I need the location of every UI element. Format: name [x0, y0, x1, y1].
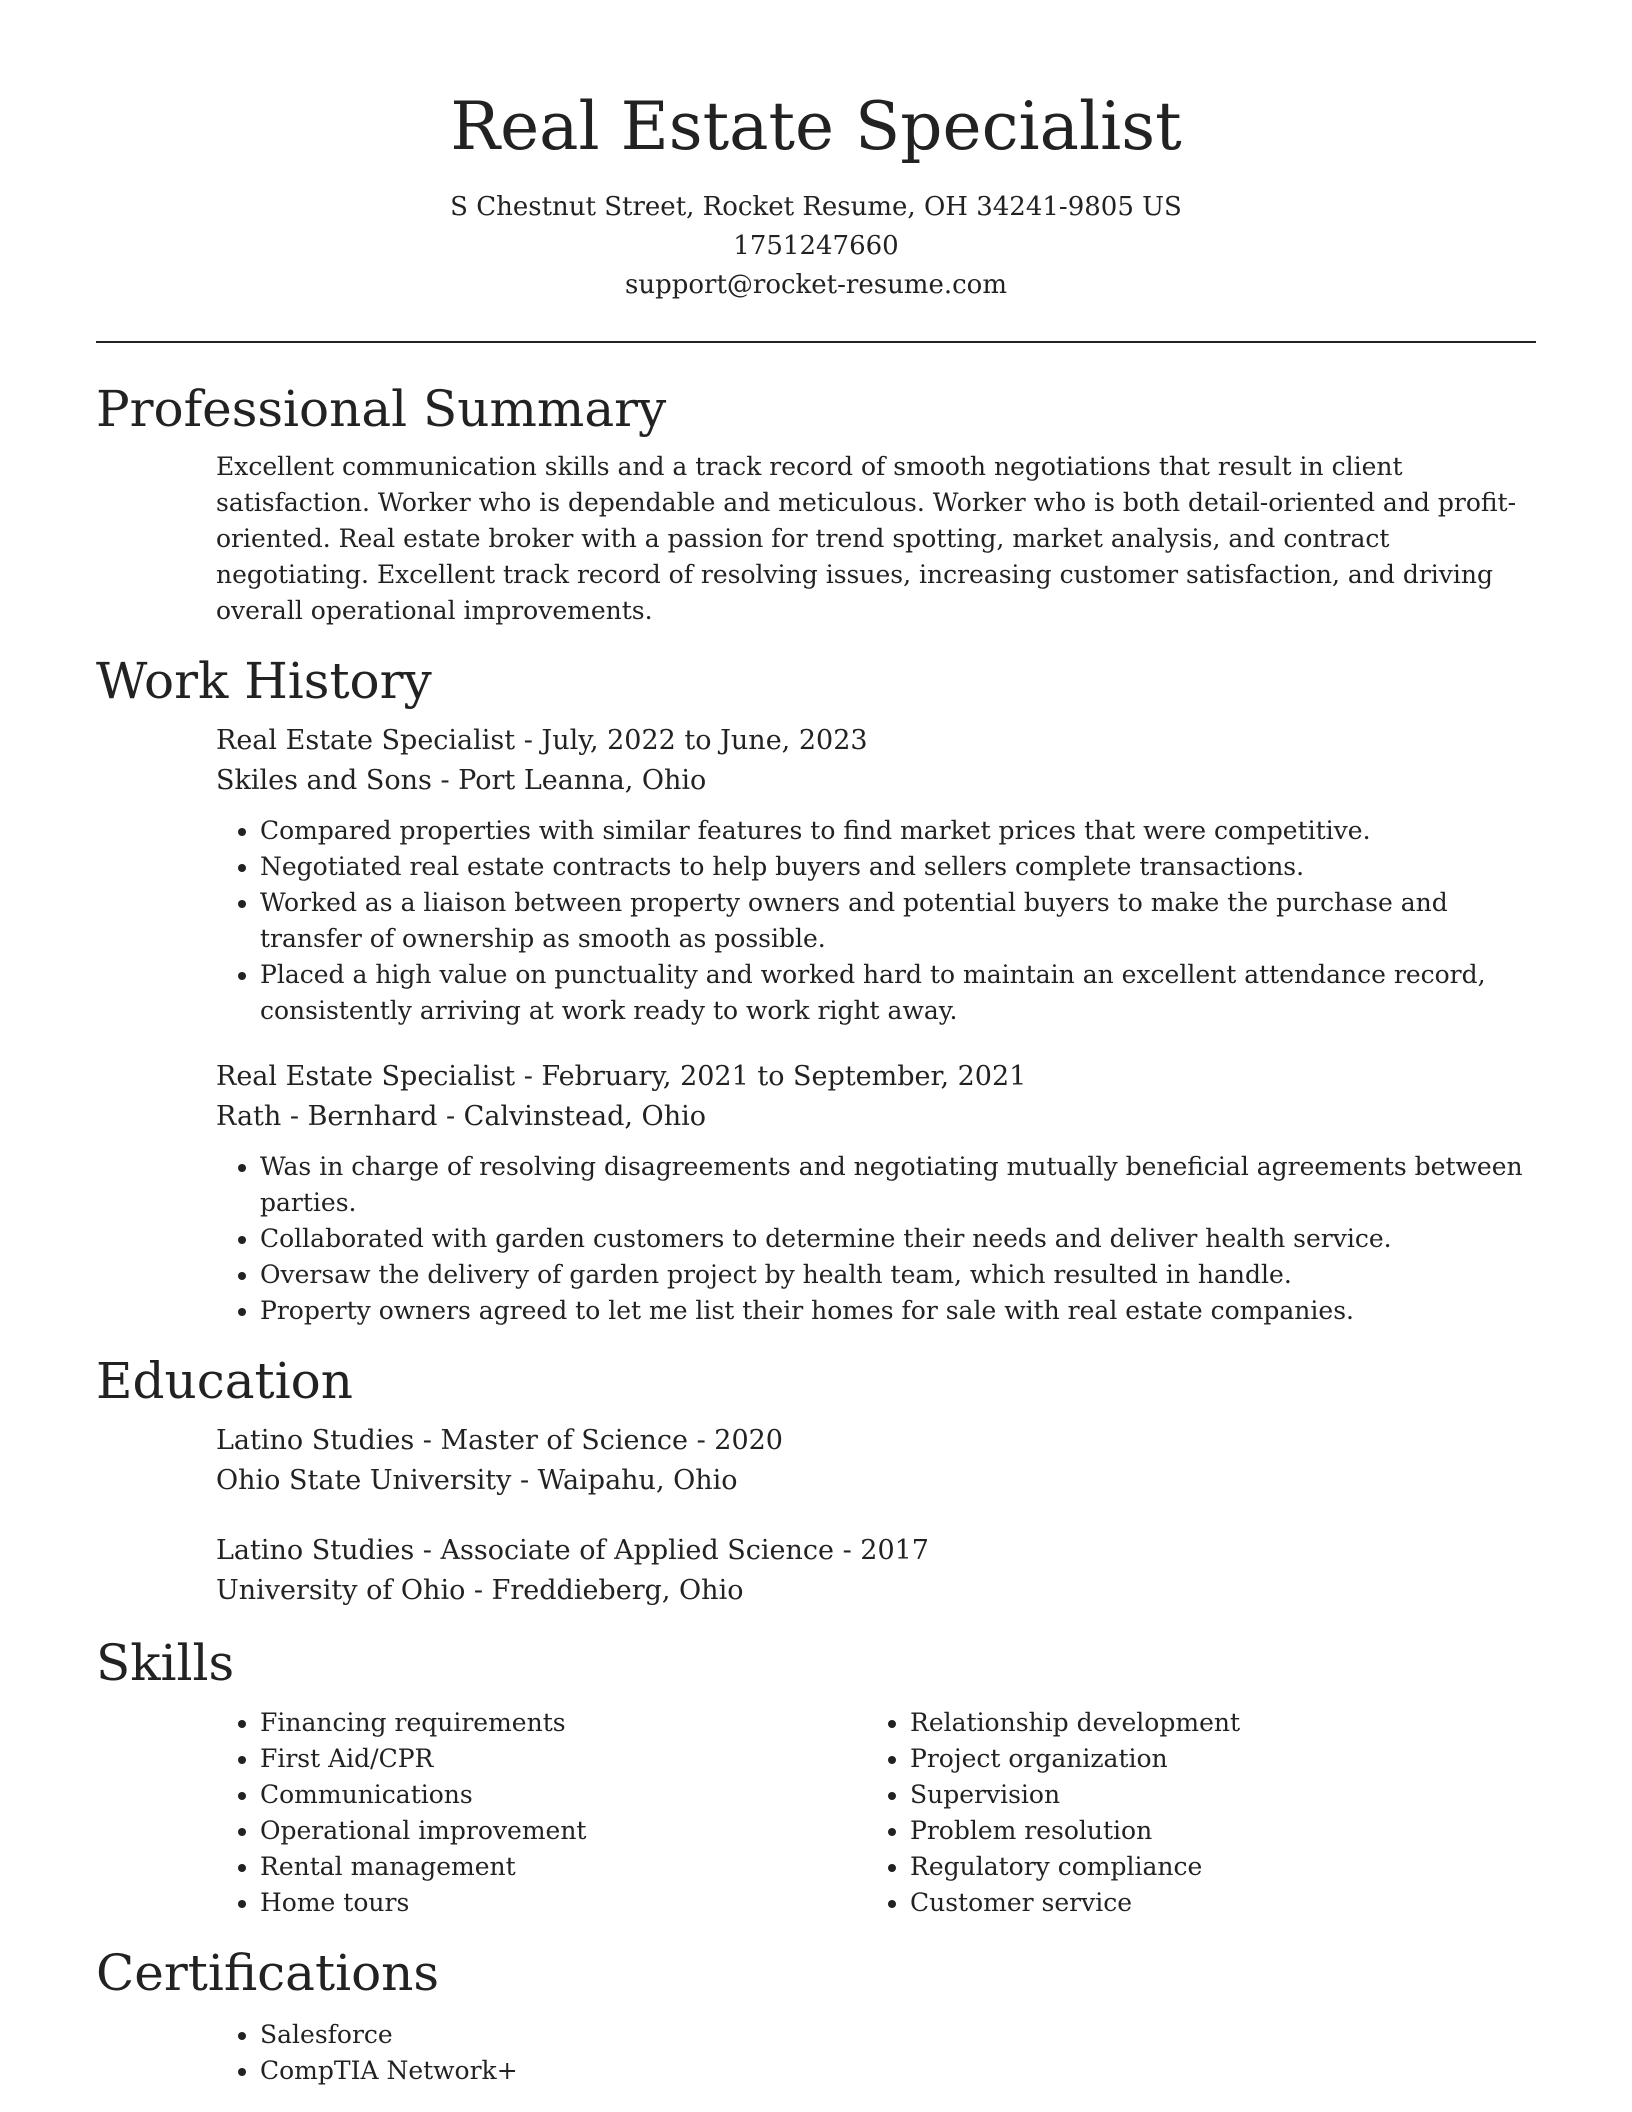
resume-header	[96, 0, 1536, 305]
section-title-certifications: Certifications	[96, 1944, 440, 2002]
skills-list-left	[216, 1705, 866, 1921]
skill-item: • Project organization	[910, 1741, 1516, 1777]
skill-item: • First Aid/CPR	[260, 1741, 866, 1777]
job-bullet: • Collaborated with garden customers to determine their needs and deliver health service.	[260, 1221, 1540, 1257]
degree-line: Latino Studies - Master of Science - 2020	[216, 1425, 783, 1456]
professional-summary-section	[96, 377, 1536, 629]
skill-item: • Communications	[260, 1777, 866, 1813]
school-line: University of Ohio - Freddieberg, Ohio	[216, 1575, 744, 1606]
job-bullet: • Was in charge of resolving disagreements and negotiating mutually beneficial agreements between parties.	[260, 1149, 1540, 1221]
skill-item: • Relationship development	[910, 1705, 1516, 1741]
job-entry	[216, 1057, 1536, 1329]
certifications-list	[216, 2017, 1540, 2089]
skills-columns	[216, 1705, 1536, 1921]
job-bullets	[216, 1149, 1540, 1329]
job-bullet: • Oversaw the delivery of garden project by health team, which resulted in handle.	[260, 1257, 1540, 1293]
skill-item: • Customer service	[910, 1885, 1516, 1921]
certifications-section	[96, 1941, 1536, 2089]
job-bullet: • Compared properties with similar features to find market prices that were competitive.	[260, 813, 1540, 849]
section-title-education: Education	[96, 1352, 353, 1410]
skill-item: • Supervision	[910, 1777, 1516, 1813]
skill-item: • Operational improvement	[260, 1813, 866, 1849]
skill-item: • Regulatory compliance	[910, 1849, 1516, 1885]
email: support@rocket-resume.com	[624, 270, 1007, 300]
job-company: Rath - Bernhard - Calvinstead, Ohio	[216, 1101, 706, 1132]
section-title-work: Work History	[96, 652, 432, 710]
candidate-name: Real Estate Specialist	[450, 88, 1182, 165]
job-bullet: • Placed a high value on punctuality and worked hard to maintain an excellent attendance record, consistently arriving at work ready to work right away.	[260, 957, 1540, 1029]
skill-item: • Problem resolution	[910, 1813, 1516, 1849]
job-bullet: • Negotiated real estate contracts to help buyers and sellers complete transactions.	[260, 849, 1540, 885]
resume-page	[96, 0, 1536, 2089]
section-title-skills: Skills	[96, 1634, 235, 1692]
degree-line: Latino Studies - Associate of Applied Science - 2017	[216, 1535, 929, 1566]
job-title: Real Estate Specialist - July, 2022 to June, 2023	[216, 725, 868, 756]
header-divider	[96, 341, 1536, 343]
skill-item: • Financing requirements	[260, 1705, 866, 1741]
section-title-summary: Professional Summary	[96, 380, 667, 438]
job-bullet: • Property owners agreed to let me list their homes for sale with real estate companies.	[260, 1293, 1540, 1329]
certification-item: • Salesforce	[260, 2017, 1540, 2053]
job-bullet: • Worked as a liaison between property owners and potential buyers to make the purchase and transfer of ownership as smooth as possible.	[260, 885, 1540, 957]
skills-list-right	[866, 1705, 1516, 1921]
certification-item: • CompTIA Network+	[260, 2053, 1540, 2089]
job-company: Skiles and Sons - Port Leanna, Ohio	[216, 765, 707, 796]
skills-section	[96, 1631, 1536, 1921]
skill-item: • Rental management	[260, 1849, 866, 1885]
job-entry	[216, 721, 1536, 1029]
skill-item: • Home tours	[260, 1885, 866, 1921]
address: S Chestnut Street, Rocket Resume, OH 34241-9805 US	[450, 192, 1182, 222]
education-entry	[216, 1531, 1536, 1611]
job-bullets	[216, 813, 1540, 1029]
school-line: Ohio State University - Waipahu, Ohio	[216, 1465, 738, 1496]
summary-text: Excellent communication skills and a track record of smooth negotiations that result in client satisfaction. Worker who is dependable and meticulous. Worker who is both detail-oriented and profit-oriented. Real estate broker with a passion for trend spotting, market analysis, and contract negotiating. Excellent track record of resolving issues, increasing customer satisfaction, and driving overall operational improvements.	[216, 452, 1517, 625]
work-history-section	[96, 649, 1536, 1329]
education-section	[96, 1349, 1536, 1611]
phone: 1751247660	[733, 231, 899, 261]
education-entry	[216, 1421, 1536, 1501]
job-title: Real Estate Specialist - February, 2021 to September, 2021	[216, 1061, 1027, 1092]
